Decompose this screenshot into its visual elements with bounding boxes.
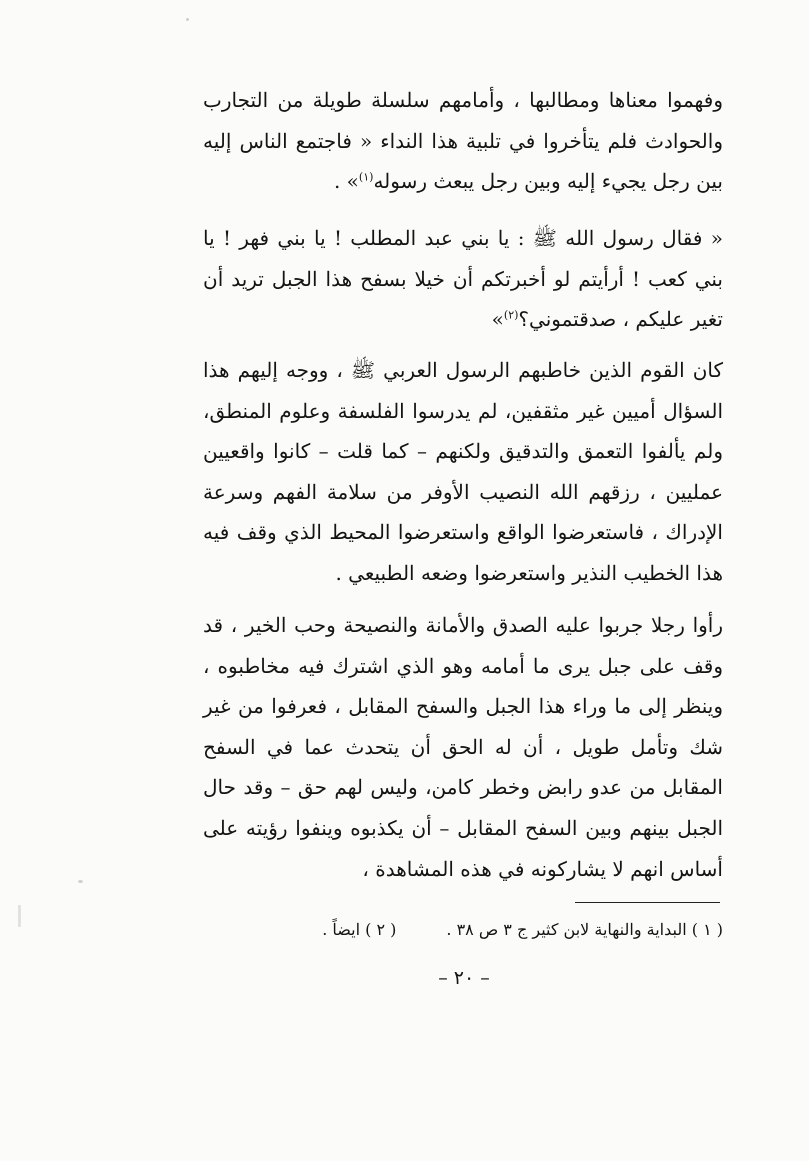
paragraph-2 [203,218,723,340]
paragraph-1-text: وفهموا معناها ومطالبها ، وأمامهم سلسلة طويلة من التجارب والحوادث فلم يتأخروا في تلبية هذا النداء « فاجتمع الناس إليه بين رجل يجيء إليه وبين رجل يبعث رسوله [203,88,723,194]
paragraph-4-text: رأوا رجلا جربوا عليه الصدق والأمانة والنصيحة وحب الخير ، قد وقف على جبل يرى ما أمامه وهو الذي اشترك فيه مخاطبوه ، وينظر إلى ما وراء هذا الجبل والسفح المقابل ، فعرفوا من غير شك وتأمل طويل ، أن له الحق أن يتحدث عما في السفح المقابل من عدو رابض وخطر كامن، وليس لهم حق – وقد حال الجبل بينهم وبين السفح المقابل – أن يكذبوه وينفوا رؤيته على أساس انهم لا يشاركونه في هذه المشاهدة ، [203,613,723,881]
footnotes [203,915,723,945]
footnote-ref-2: (٢) [503,308,519,322]
scan-speck [18,905,21,927]
paragraph-2-closing: » [491,307,504,332]
scan-speck [186,18,189,21]
paragraph-2-text: « فقال رسول الله ﷺ : يا بني عبد المطلب ! يا بني فهر ! يا بني كعب ! أرأيتم لو أخبرتكم أن خيلا بسفح هذا الجبل تريد أن تغير عليكم ، صدقتموني؟ [203,226,723,332]
page-number: – ٢٠ – [438,967,490,989]
paragraph-4 [203,605,723,889]
paragraph-1-closing: » . [333,169,359,194]
paragraph-1 [203,80,723,202]
footnote-2: ( ٢ ) ايضاً . [322,920,397,939]
paragraph-3 [203,350,723,594]
footnote-1: ( ١ ) البداية والنهاية لابن كثير ج ٣ ص ٣٨ . [446,920,723,939]
footnote-ref-1: (١) [358,170,374,184]
footnote-divider [575,902,720,903]
scan-speck [78,880,83,883]
paragraph-3-text: كان القوم الذين خاطبهم الرسول العربي ﷺ ، ووجه إليهم هذا السؤال أميين غير مثقفين، لم يدرسوا الفلسفة وعلوم المنطق، ولم يألفوا التعمق والتدقيق ولكنهم – كما قلت – كانوا واقعيين عمليين ، رزقهم الله النصيب الأوفر من سلامة الفهم وسرعة الإدراك ، فاستعرضوا الواقع واستعرضوا المحيط الذي وقف فيه هذا الخطيب النذير واستعرضوا وضعه الطبيعي . [203,358,723,585]
